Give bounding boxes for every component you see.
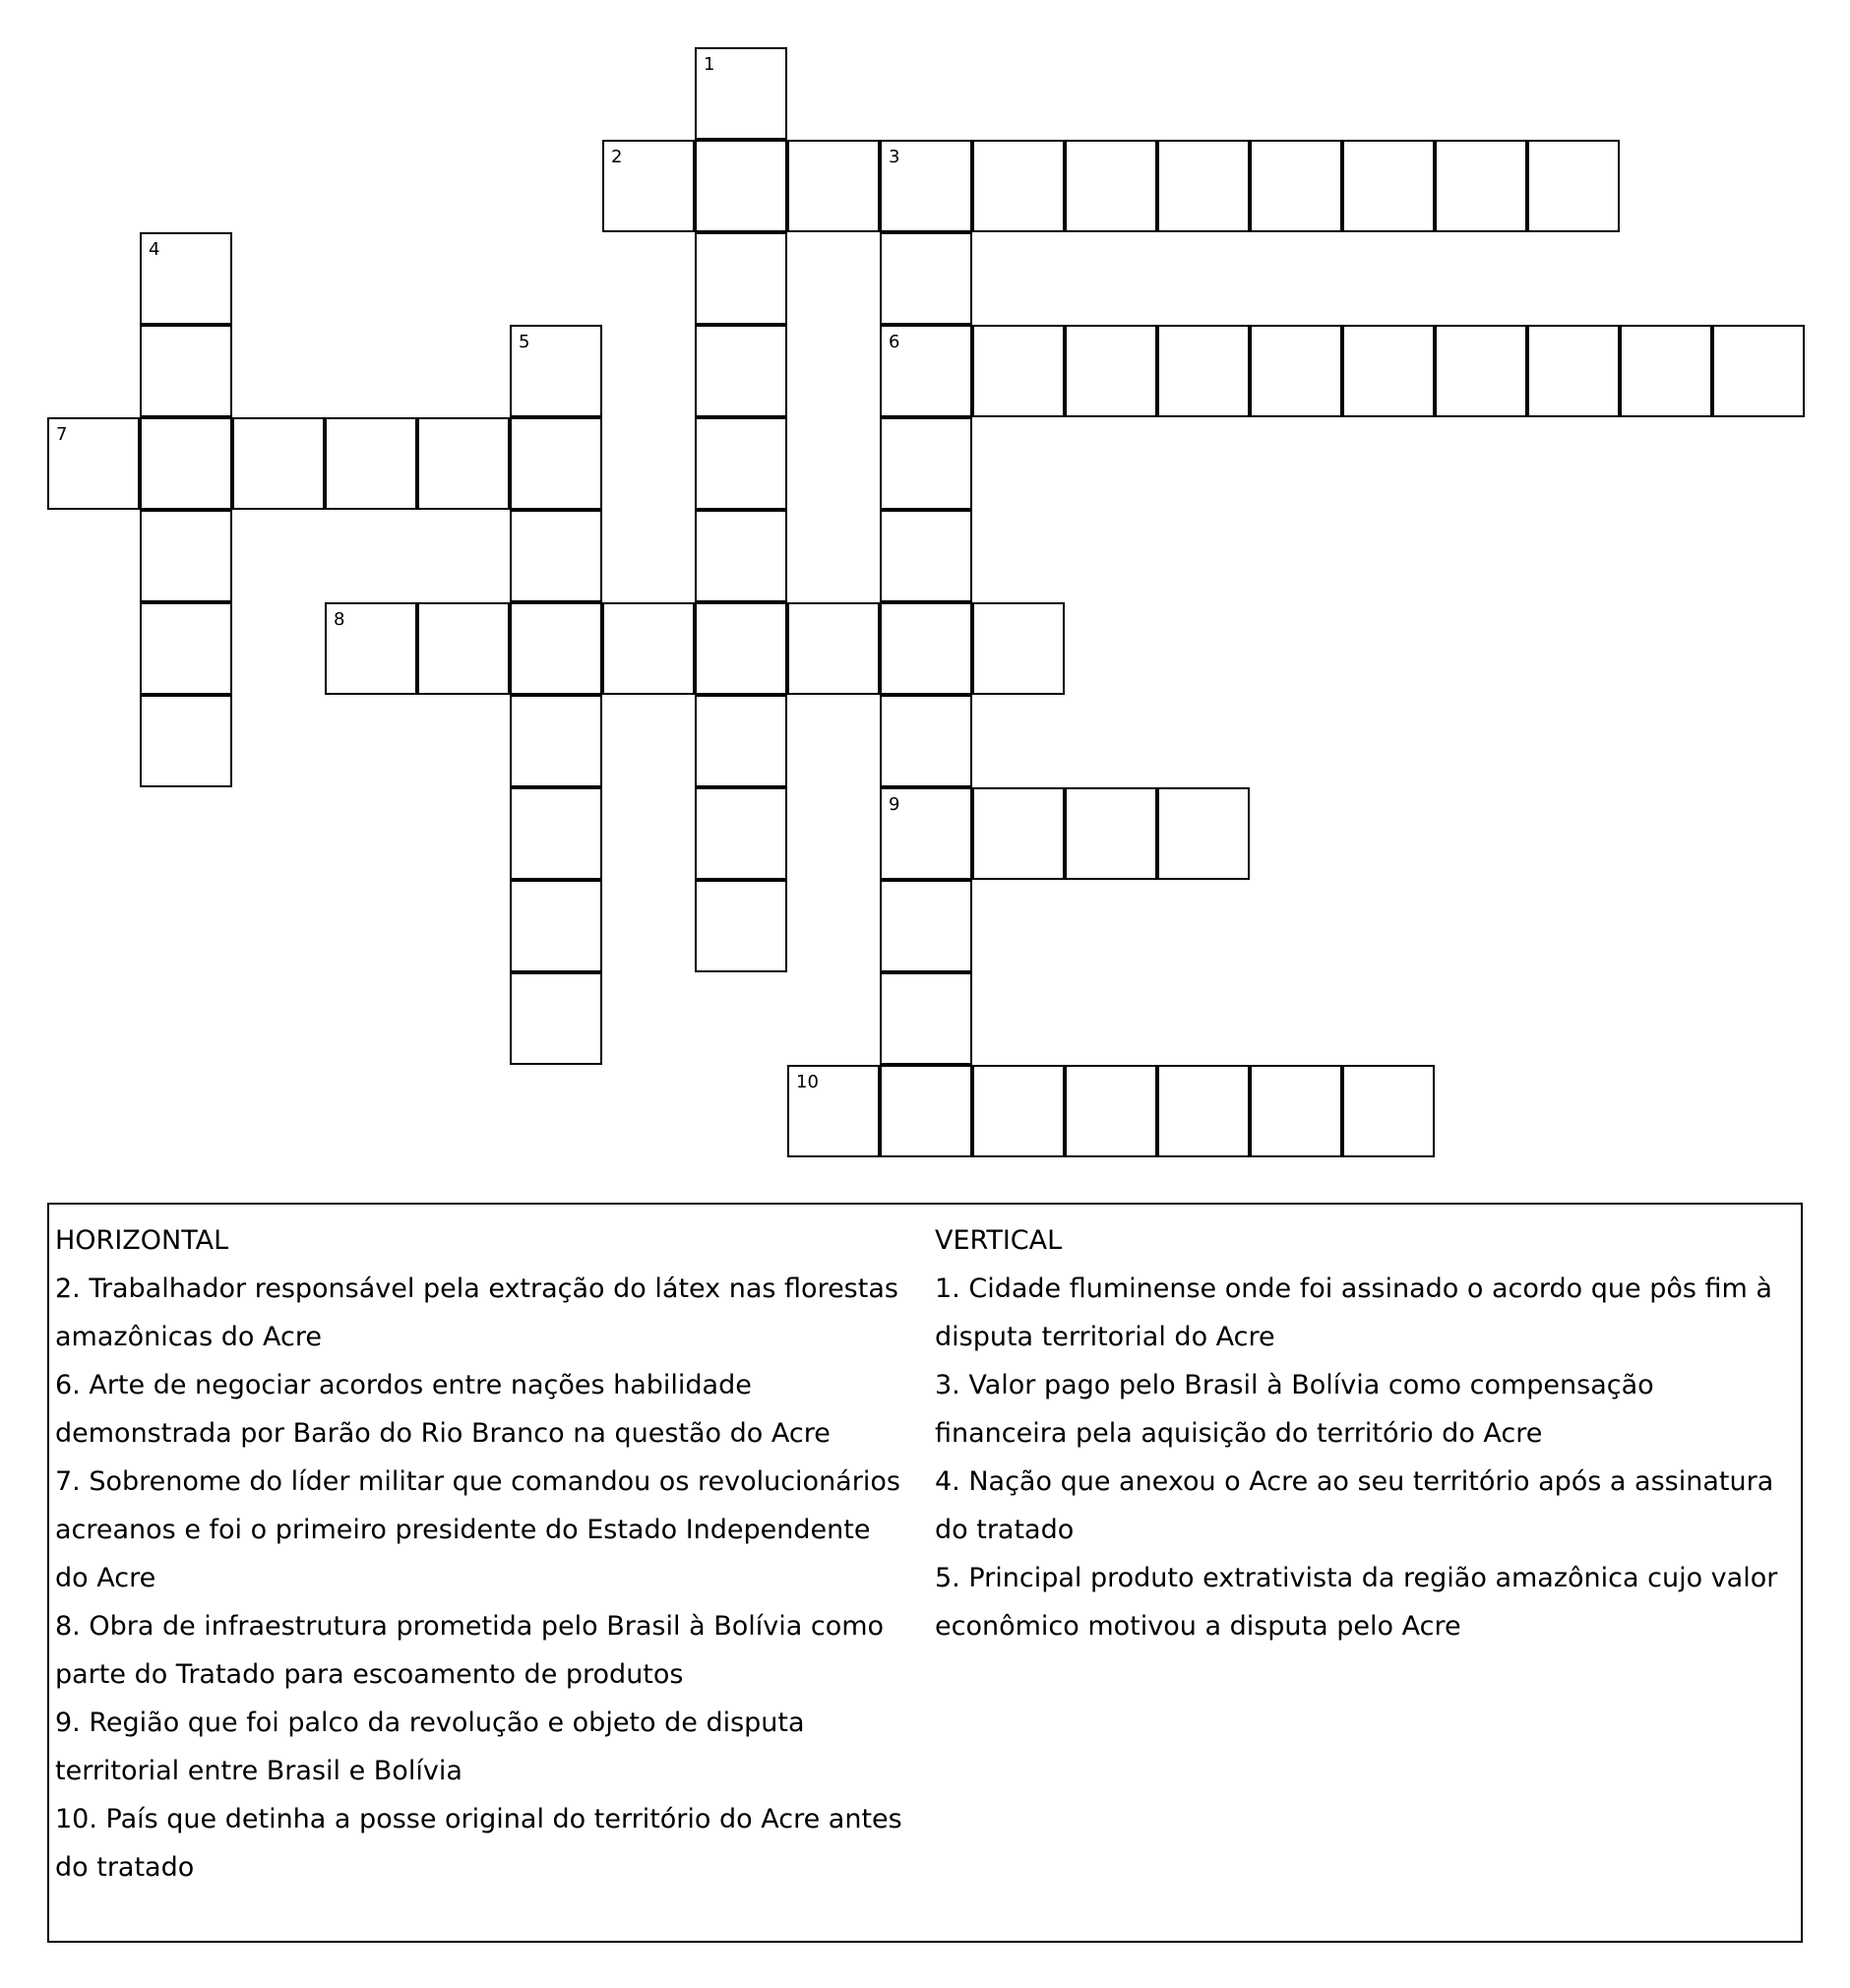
crossword-cell[interactable] (695, 510, 787, 602)
crossword-cell[interactable] (1620, 325, 1712, 417)
horizontal-clues-title: HORIZONTAL (55, 1225, 229, 1256)
crossword-cell[interactable] (1157, 140, 1250, 232)
crossword-cell[interactable] (972, 1065, 1065, 1157)
crossword-cell[interactable] (1250, 325, 1342, 417)
crossword-cell[interactable] (1435, 325, 1527, 417)
crossword-cell[interactable] (140, 325, 232, 417)
crossword-cell[interactable] (1250, 140, 1342, 232)
clue-number: 7 (56, 424, 68, 445)
crossword-cell[interactable] (880, 787, 972, 880)
horizontal-clue: 2. Trabalhador responsável pela extração do látex nas florestas amazônicas do Acre (55, 1274, 898, 1352)
crossword-cell[interactable] (602, 140, 695, 232)
vertical-clue: 3. Valor pago pelo Brasil à Bolívia como compensação financeira pela aquisição do território do Acre (935, 1370, 1654, 1449)
crossword-cell[interactable] (880, 140, 972, 232)
crossword-cell[interactable] (787, 1065, 880, 1157)
crossword-cell[interactable] (880, 880, 972, 972)
crossword-cell[interactable] (510, 417, 602, 510)
crossword-cell[interactable] (1527, 325, 1620, 417)
crossword-cell[interactable] (695, 880, 787, 972)
clue-number: 1 (704, 54, 715, 75)
crossword-cell[interactable] (787, 140, 880, 232)
crossword-cell[interactable] (1342, 1065, 1435, 1157)
clue-number: 10 (796, 1072, 819, 1092)
crossword-cell[interactable] (880, 972, 972, 1065)
crossword-cell[interactable] (695, 325, 787, 417)
crossword-cell[interactable] (1342, 325, 1435, 417)
crossword-cell[interactable] (1065, 1065, 1157, 1157)
crossword-cell[interactable] (880, 325, 972, 417)
crossword-cell[interactable] (787, 602, 880, 695)
clue-number: 4 (149, 239, 160, 260)
crossword-cell[interactable] (695, 140, 787, 232)
crossword-cell[interactable] (140, 232, 232, 325)
crossword-cell[interactable] (1157, 325, 1250, 417)
crossword-cell[interactable] (510, 325, 602, 417)
crossword-cell[interactable] (880, 510, 972, 602)
horizontal-clue: 9. Região que foi palco da revolução e objeto de disputa territorial entre Brasil e Bolívia (55, 1708, 805, 1786)
clue-number: 8 (334, 609, 345, 630)
crossword-cell[interactable] (1527, 140, 1620, 232)
clue-number: 5 (519, 332, 530, 352)
horizontal-clue: 7. Sobrenome do líder militar que comandou os revolucionários acreanos e foi o primeiro presidente do Estado Independente do Acre (55, 1466, 900, 1593)
crossword-cell[interactable] (972, 325, 1065, 417)
crossword-cell[interactable] (1157, 787, 1250, 880)
clue-number: 3 (889, 147, 900, 167)
crossword-cell[interactable] (972, 140, 1065, 232)
vertical-clues-column (935, 1216, 1791, 1650)
crossword-cell[interactable] (510, 787, 602, 880)
crossword-cell[interactable] (325, 417, 417, 510)
horizontal-clue: 6. Arte de negociar acordos entre nações habilidade demonstrada por Barão do Rio Branco na questão do Acre (55, 1370, 831, 1449)
crossword-cell[interactable] (880, 695, 972, 787)
vertical-clue: 4. Nação que anexou o Acre ao seu território após a assinatura do tratado (935, 1466, 1774, 1545)
crossword-cell[interactable] (1065, 325, 1157, 417)
crossword-cell[interactable] (232, 417, 325, 510)
crossword-cell[interactable] (695, 695, 787, 787)
crossword-cell[interactable] (140, 417, 232, 510)
clue-number: 9 (889, 794, 900, 815)
crossword-cell[interactable] (325, 602, 417, 695)
crossword-cell[interactable] (417, 417, 510, 510)
crossword-cell[interactable] (140, 510, 232, 602)
crossword-cell[interactable] (880, 232, 972, 325)
clue-number: 2 (611, 147, 623, 167)
crossword-cell[interactable] (880, 417, 972, 510)
crossword-cell[interactable] (602, 602, 695, 695)
crossword-cell[interactable] (972, 787, 1065, 880)
crossword-cell[interactable] (695, 787, 787, 880)
crossword-cell[interactable] (880, 602, 972, 695)
horizontal-clue: 8. Obra de infraestrutura prometida pelo Brasil à Bolívia como parte do Tratado para escoamento de produtos (55, 1611, 885, 1690)
horizontal-clues-column (55, 1216, 911, 1892)
crossword-cell[interactable] (47, 417, 140, 510)
crossword-cell[interactable] (1250, 1065, 1342, 1157)
crossword-cell[interactable] (510, 695, 602, 787)
crossword-cell[interactable] (1342, 140, 1435, 232)
crossword-cell[interactable] (1712, 325, 1805, 417)
clues-box (47, 1203, 1803, 1943)
crossword-cell[interactable] (880, 1065, 972, 1157)
vertical-clue: 1. Cidade fluminense onde foi assinado o acordo que pôs fim à disputa territorial do Acre (935, 1274, 1772, 1352)
crossword-cell[interactable] (695, 47, 787, 140)
vertical-clue: 5. Principal produto extrativista da região amazônica cujo valor econômico motivou a disputa pelo Acre (935, 1563, 1778, 1642)
crossword-cell[interactable] (510, 510, 602, 602)
vertical-clues-title: VERTICAL (935, 1225, 1063, 1256)
crossword-cell[interactable] (1435, 140, 1527, 232)
clue-number: 6 (889, 332, 900, 352)
crossword-cell[interactable] (1065, 140, 1157, 232)
crossword-cell[interactable] (510, 602, 602, 695)
crossword-cell[interactable] (695, 232, 787, 325)
crossword-cell[interactable] (140, 602, 232, 695)
crossword-cell[interactable] (1065, 787, 1157, 880)
crossword-cell[interactable] (140, 695, 232, 787)
crossword-cell[interactable] (510, 880, 602, 972)
crossword-cell[interactable] (417, 602, 510, 695)
crossword-cell[interactable] (1157, 1065, 1250, 1157)
horizontal-clue: 10. País que detinha a posse original do território do Acre antes do tratado (55, 1804, 902, 1883)
crossword-cell[interactable] (695, 417, 787, 510)
crossword-cell[interactable] (510, 972, 602, 1065)
crossword-cell[interactable] (695, 602, 787, 695)
crossword-cell[interactable] (972, 602, 1065, 695)
